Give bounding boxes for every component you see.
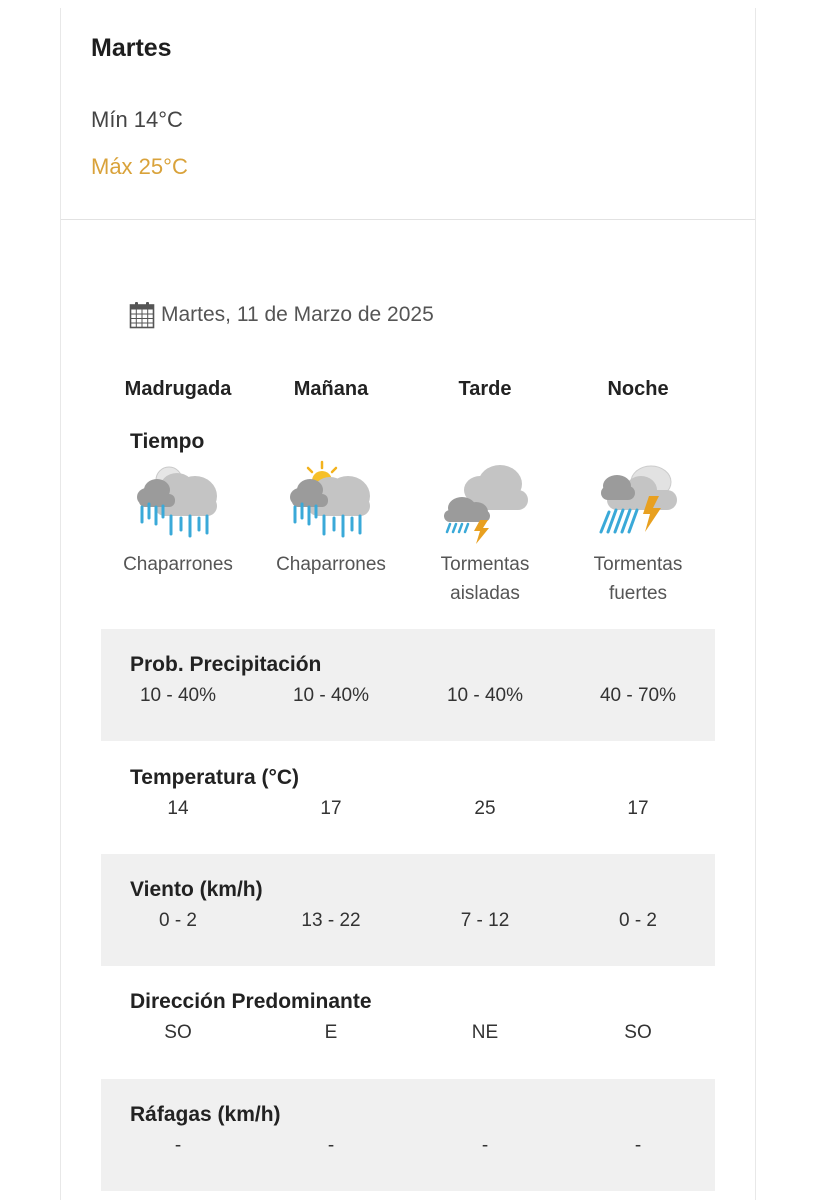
row-label: Ráfagas (km/h) <box>130 1103 281 1126</box>
row-value: 13 - 22 <box>301 910 361 931</box>
row-value: 10 - 40% <box>139 685 217 706</box>
condition-text: Tormentas fuertes <box>593 554 683 604</box>
row-value: 10 - 40% <box>446 685 524 706</box>
row-value: 17 <box>627 798 649 819</box>
gusts-row <box>101 1079 715 1191</box>
temperature-row <box>101 742 715 854</box>
forecast-card <box>60 8 756 1200</box>
condition-text: Chaparrones <box>123 554 233 575</box>
row-value: E <box>324 1022 338 1043</box>
date-row <box>129 298 434 332</box>
calendar-icon <box>129 301 155 329</box>
cloud-storm-icon <box>440 460 530 546</box>
period-header: Tarde <box>458 378 512 400</box>
row-label: Temperatura (°C) <box>130 766 300 789</box>
period-header: Mañana <box>293 378 369 400</box>
row-value: 0 - 2 <box>158 910 198 931</box>
wind-direction-row <box>101 966 715 1078</box>
row-value: 14 <box>167 798 189 819</box>
weather-icon-cell <box>561 460 715 546</box>
row-value: 17 <box>320 798 342 819</box>
row-value: 40 - 70% <box>599 685 677 706</box>
row-value: NE <box>471 1022 499 1043</box>
precipitation-row <box>101 629 715 741</box>
row-value: 7 - 12 <box>460 910 510 931</box>
row-label: Dirección Predominante <box>130 990 372 1013</box>
period-header: Noche <box>607 378 669 400</box>
row-value: 10 - 40% <box>292 685 370 706</box>
cloud-heavy-storm-icon <box>593 460 683 546</box>
row-value: - <box>634 1135 642 1156</box>
period-header: Madrugada <box>124 378 232 400</box>
row-value: SO <box>624 1022 652 1043</box>
row-value: 25 <box>474 798 496 819</box>
wind-row <box>101 854 715 966</box>
cloud-rain-icon <box>133 460 223 546</box>
day-title: Martes <box>91 34 172 62</box>
row-value: 0 - 2 <box>618 910 658 931</box>
condition-text: Tormentas aisladas <box>440 554 530 604</box>
sun-cloud-rain-icon <box>286 460 376 546</box>
weather-icon-cell <box>101 460 255 546</box>
min-temperature: Mín 14°C <box>91 107 183 132</box>
row-label: Viento (km/h) <box>130 878 263 901</box>
forecast-date: Martes, 11 de Marzo de 2025 <box>161 303 434 326</box>
weather-section-label: Tiempo <box>130 430 205 453</box>
weather-icon-cell <box>254 460 408 546</box>
row-label: Prob. Precipitación <box>130 653 322 676</box>
weather-icon-cell <box>408 460 562 546</box>
row-value: SO <box>164 1022 192 1043</box>
row-value: - <box>327 1135 335 1156</box>
max-temperature: Máx 25°C <box>91 154 188 179</box>
day-summary <box>61 8 755 220</box>
condition-text: Chaparrones <box>276 554 386 575</box>
row-value: - <box>174 1135 182 1156</box>
row-value: - <box>481 1135 489 1156</box>
